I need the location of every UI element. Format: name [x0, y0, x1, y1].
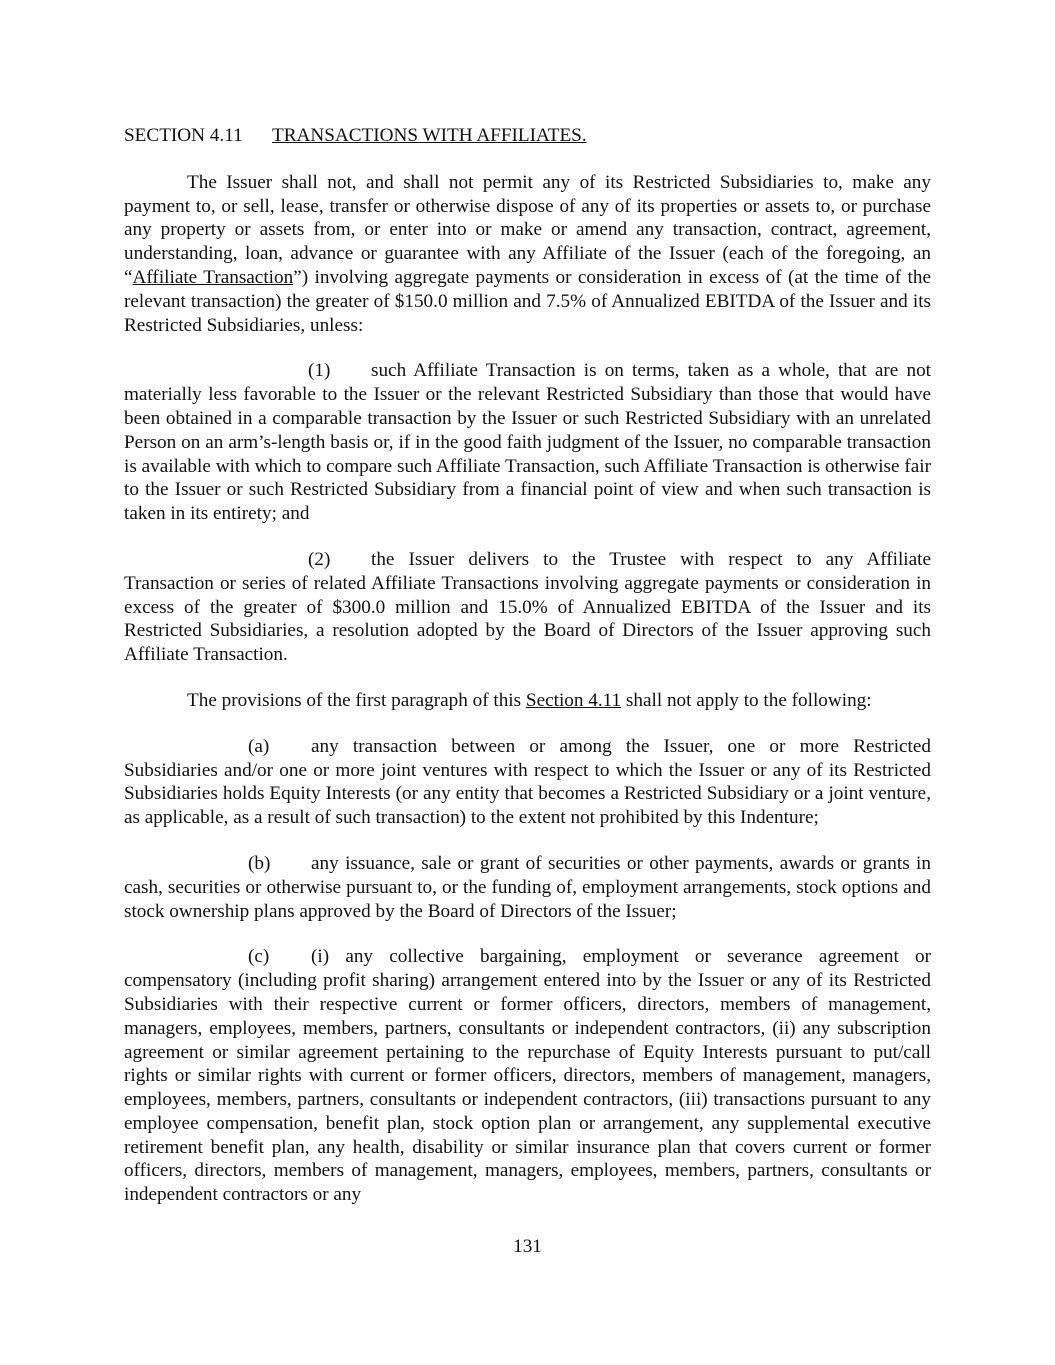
intro-text-after: ”) involving aggregate payments or consideration in excess of (at the time of the relevant transaction) the greater of $150.0 million and 7.5% of Annualized EBITDA of the Issuer and its Restricted Subsidiaries, unless: [124, 266, 931, 336]
intro-text-before: The Issuer shall not, and shall not permit any of its Restricted Subsidiaries to, make any payment to, or sell, lease, transfer or otherwise dispose of any of its properties or assets to, or purchase any property or assets from, or enter into or make or amend any transaction, contract, agreement, understanding, loan, advance or guarantee with any Affiliate of the Issuer (each of the foregoing, an “ [124, 171, 931, 288]
section-number: SECTION 4.11 [124, 125, 243, 146]
exception-item [124, 852, 931, 923]
section-title: TRANSACTIONS WITH AFFILIATES. [272, 125, 587, 146]
exception-text: (i) any collective bargaining, employment or severance agreement or compensatory (including profit sharing) arrangement entered into by the Issuer or any of its Restricted Subsidiaries with their respective current or former officers, directors, members of management, managers, employees, members, partners, consultants or independent contractors, (ii) any subscription agreement or similar agreement pertaining to the repurchase of Equity Interests pursuant to put/call rights or similar rights with current or former officers, directors, members of management, managers, employees, members, partners, consultants or independent contractors, (iii) transactions pursuant to any employee compensation, benefit plan, stock option plan or arrangement, any supplemental executive retirement benefit plan, any health, disability or similar insurance plan that covers current or former officers, directors, members of management, managers, employees, members, partners, consultants or independent contractors or any [124, 946, 931, 1206]
condition-item [124, 359, 931, 526]
defined-term-affiliate-transaction: Affiliate Transaction [132, 266, 294, 288]
condition-marker: (1) [308, 360, 331, 382]
exception-text: any transaction between or among the Issuer, one or more Restricted Subsidiaries and/or one or more joint ventures with respect to which the Issuer or any of its Restricted Subsidiaries holds Equity Interests (or any entity that becomes a Restricted Subsidiary or a joint venture, as applicable, as a result of such transaction) to the extent not prohibited by this Indenture; [124, 735, 931, 829]
section-heading [124, 124, 931, 148]
condition-text: the Issuer delivers to the Trustee with respect to any Affiliate Transaction or series of related Affiliate Transactions involving aggregate payments or consideration in excess of the greater of $300.0 million and 15.0% of Annualized EBITDA of the Issuer and its Restricted Subsidiaries, a resolution adopted by the Board of Directors of the Issuer approving such Affiliate Transaction. [124, 548, 931, 666]
exception-text: any issuance, sale or grant of securities or other payments, awards or grants in cash, securities or otherwise pursuant to, or the funding of, employment arrangements, stock options and stock ownership plans approved by the Board of Directors of the Issuer; [124, 852, 931, 922]
exception-item [124, 945, 931, 1207]
section-reference-link[interactable]: Section 4.11 [525, 689, 622, 711]
exceptions-intro-paragraph [124, 689, 931, 713]
intro-paragraph [124, 171, 931, 338]
exception-marker: (a) [248, 735, 270, 757]
exception-marker: (c) [248, 946, 270, 968]
condition-item [124, 548, 931, 667]
exception-item [124, 735, 931, 830]
exceptions-intro-before: The provisions of the first paragraph of this [187, 689, 526, 711]
exception-marker: (b) [248, 852, 271, 874]
condition-marker: (2) [308, 548, 331, 570]
exceptions-intro-after: shall not apply to the following: [621, 689, 872, 711]
condition-text: such Affiliate Transaction is on terms, taken as a whole, that are not materially less favorable to the Issuer or the relevant Restricted Subsidiary than those that would have been obtained in a comparable transaction by the Issuer or such Restricted Subsidiary with an unrelated Person on an arm’s-length basis or, if in the good faith judgment of the Issuer, no comparable transaction is available with which to compare such Affiliate Transaction, such Affiliate Transaction is otherwise fair to the Issuer or such Restricted Subsidiary from a financial point of view and when such transaction is taken in its entirety; and [124, 360, 931, 525]
document-page [124, 124, 931, 1207]
page-number: 131 [513, 1236, 542, 1257]
